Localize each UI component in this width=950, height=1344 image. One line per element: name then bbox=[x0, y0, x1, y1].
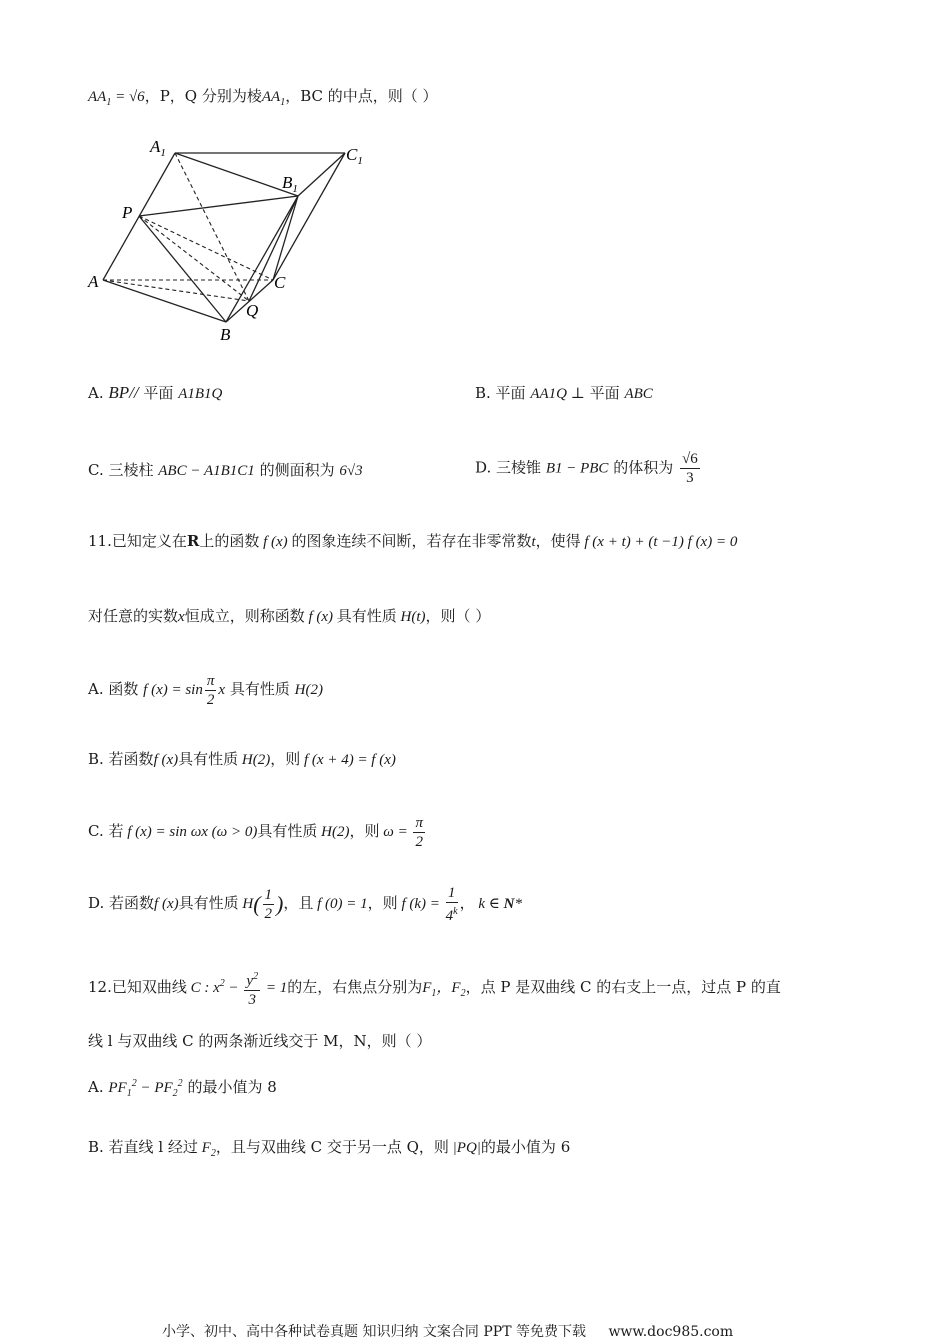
option-label: C. 三棱柱 bbox=[88, 461, 154, 479]
math-fx: f (x) bbox=[259, 534, 292, 550]
math-prism: ABC − A1B1C1 bbox=[158, 463, 255, 479]
q11-stem-line1 bbox=[88, 531, 737, 552]
option-label: C. 若 bbox=[88, 821, 124, 840]
option-text: 平面 bbox=[143, 384, 174, 402]
q12-text: 的左，右焦点分别为 bbox=[287, 977, 423, 996]
q10-option-b bbox=[475, 383, 653, 404]
math-functional-eq: f (x + t) + (t −1) f (x) = 0 bbox=[580, 534, 738, 550]
math-foci: $F_1$，$F_2$ bbox=[422, 979, 466, 999]
math-plane: A1B1Q bbox=[178, 386, 223, 402]
q11-text: 已知定义在 bbox=[111, 532, 187, 550]
option-text: ，且 bbox=[283, 893, 314, 912]
math-H-half: H( $\frac{1}{2}$ ) bbox=[238, 887, 284, 922]
q11-text: 恒成立，则称函数 bbox=[184, 607, 305, 625]
option-text: 的侧面积为 bbox=[259, 461, 335, 479]
q11-option-c bbox=[88, 814, 427, 851]
math-H2: H(2) bbox=[317, 823, 350, 840]
math-t: t bbox=[531, 534, 536, 550]
q11-option-d bbox=[88, 884, 522, 925]
math-6sqrt3: 6√3 bbox=[339, 463, 363, 479]
math-bp-parallel: BP// bbox=[108, 383, 139, 402]
math-Ht: H(t) bbox=[396, 609, 426, 625]
question-number: 11. bbox=[88, 532, 112, 550]
q12-stem-line1 bbox=[88, 968, 781, 1009]
q11-option-a bbox=[88, 672, 323, 709]
option-label: A. 函数 bbox=[88, 679, 139, 698]
option-text: ，且与双曲线 C 交于另一点 Q，则 bbox=[215, 1138, 449, 1156]
math-pf-diff: $PF_1^2 - PF_2^2$ bbox=[108, 1078, 183, 1099]
q11-text: 上的函数 bbox=[199, 532, 260, 550]
option-text: 具有性质 bbox=[257, 821, 318, 840]
option-text: ，则 bbox=[270, 750, 301, 768]
option-text: 平面 bbox=[589, 384, 620, 402]
frac-sqrt6-3: $\frac{√6}{3}$ bbox=[682, 451, 698, 486]
q11-option-b bbox=[88, 749, 396, 770]
q10-stem-tail: ，P，Q 分别为棱 bbox=[144, 87, 262, 105]
math-H2: H(2) bbox=[238, 752, 271, 768]
q11-text: ，则（ ） bbox=[425, 607, 491, 625]
label-c: C bbox=[274, 273, 286, 292]
math-H2: H(2) bbox=[294, 681, 323, 698]
q12-text: 线 l 与双曲线 C 的两条渐近线交于 M，N，则（ ） bbox=[88, 1032, 432, 1050]
q11-text: 具有性质 bbox=[336, 607, 397, 625]
footer-text: 小学、初中、高中各种试卷真题 知识归纳 文案合同 PPT 等免费下载 bbox=[162, 1324, 586, 1340]
option-label: B. 若函数 bbox=[88, 750, 154, 768]
footer bbox=[162, 1322, 733, 1342]
footer-link[interactable]: www.doc985.com bbox=[608, 1324, 734, 1340]
math-F2: $F_2$ bbox=[197, 1140, 216, 1159]
option-text: 具有性质 bbox=[178, 893, 239, 912]
math-aa1: $AA_1$ bbox=[261, 89, 286, 108]
option-label: B. 平面 bbox=[475, 384, 526, 402]
option-text: 具有性质 bbox=[229, 679, 290, 698]
question-number: 12. bbox=[88, 977, 112, 996]
option-text: 的体积为 bbox=[613, 458, 674, 477]
label-b: B bbox=[220, 325, 231, 344]
math-hyperbola: C : $x^2$ − $\frac{y^2}{3}$ = 1 bbox=[187, 980, 287, 996]
math-sin-omega: f (x) = sin ωx (ω > 0) bbox=[123, 823, 258, 840]
q12-option-a bbox=[88, 1074, 277, 1104]
q12-text: ，点 P 是双曲线 C 的右支上一点，过点 P 的直 bbox=[465, 977, 781, 996]
math-fx: f (x) bbox=[153, 752, 179, 768]
math-aa1q-perp: AA1Q ⊥ bbox=[530, 386, 585, 402]
q11-text: ，使得 bbox=[535, 532, 581, 550]
q12-option-b bbox=[88, 1137, 570, 1164]
label-p: P bbox=[122, 203, 133, 222]
math-fx: f (x) bbox=[304, 609, 337, 625]
q12-stem-line2 bbox=[88, 1031, 431, 1051]
option-label: D. 三棱锥 bbox=[475, 458, 542, 477]
option-label: B. 若直线 l 经过 bbox=[88, 1138, 198, 1156]
math-abs-pq: |PQ| bbox=[448, 1140, 481, 1156]
math-omega-pi2: ω = $\frac{\pi}{2}$ bbox=[379, 815, 423, 850]
math-aa1-eq-sqrt6: $AA_1 = √6$ bbox=[88, 89, 145, 108]
option-label: D. 若函数 bbox=[88, 893, 155, 912]
q11-text: 对任意的实数 bbox=[88, 607, 179, 625]
label-b1: $B_1$ bbox=[282, 173, 298, 195]
math-abc: ABC bbox=[624, 386, 653, 402]
option-text: ，则 bbox=[349, 821, 380, 840]
q12-text: 已知双曲线 bbox=[111, 977, 187, 996]
q10-option-a bbox=[88, 383, 222, 404]
q11-stem-line2 bbox=[88, 606, 490, 627]
label-a: A bbox=[88, 272, 99, 291]
label-a1: $A_1$ bbox=[150, 137, 166, 159]
option-text: ， bbox=[459, 893, 475, 912]
option-text: ，则 bbox=[367, 893, 398, 912]
option-label: A. bbox=[88, 384, 104, 402]
set-R: R bbox=[186, 532, 200, 550]
label-q: Q bbox=[246, 301, 259, 320]
math-periodic: f (x + 4) = f (x) bbox=[300, 752, 396, 768]
math-fx: f (x) bbox=[154, 895, 179, 912]
option-label: A. bbox=[88, 1078, 104, 1096]
math-fx-sin: f (x) = sin $\frac{\pi}{2}$ x bbox=[143, 673, 226, 708]
math-fk: f (k) = $\frac{1}{4^k}$ bbox=[397, 885, 458, 924]
math-f0: f (0) = 1 bbox=[313, 895, 368, 912]
option-text: 的最小值为 8 bbox=[187, 1078, 277, 1096]
q11-text: 的图象连续不间断，若存在非零常数 bbox=[291, 532, 532, 550]
label-c1: $C_1$ bbox=[346, 145, 363, 167]
q10-option-c bbox=[88, 460, 363, 481]
prism-figure bbox=[80, 130, 380, 350]
q10-option-d bbox=[475, 450, 702, 487]
q10-stem-tail2: ，BC 的中点，则（ ） bbox=[285, 87, 438, 105]
math-x: x bbox=[178, 609, 185, 625]
math-k-in-N: k ∈ N* bbox=[474, 895, 522, 912]
option-text: 具有性质 bbox=[178, 750, 239, 768]
q10-stem-line bbox=[88, 86, 438, 113]
math-pyramid: B1 − PBC bbox=[545, 460, 609, 477]
option-text: 的最小值为 6 bbox=[480, 1138, 571, 1156]
